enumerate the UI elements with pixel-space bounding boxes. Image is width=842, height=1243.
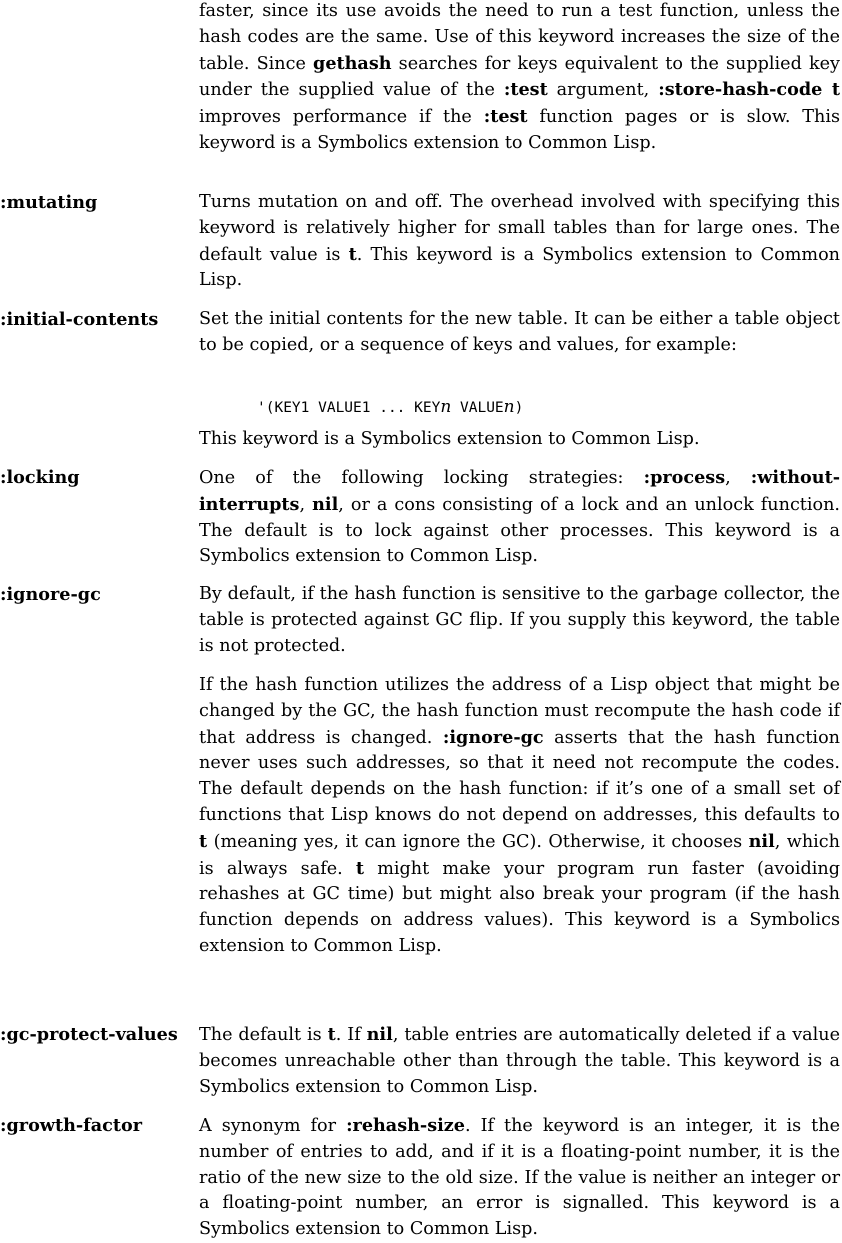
code-prefix: '(KEY1 VALUE1 ... KEY: [257, 400, 441, 416]
bold-term: t: [348, 243, 357, 265]
code-middle: VALUE: [451, 400, 504, 416]
locking-description: [199, 465, 840, 570]
keyword-ignore-gc: :ignore-gc: [0, 584, 101, 605]
keyword-growth-factor: :growth-factor: [0, 1115, 142, 1136]
store-hash-code-description: [199, 0, 840, 157]
growth-factor-description: [199, 1113, 840, 1243]
bold-term: :store-hash-code t: [658, 79, 840, 101]
bold-term: :ignore-gc: [442, 726, 544, 748]
paragraph: Turns mutation on and off. The overhead involved with specifying this keyword is relatively higher for small tables than for large ones. The default value is t. This keyword is a Symbolics extension to Common Lisp.: [199, 192, 841, 291]
paragraph: The default is t. If nil, table entries are automatically deleted if a value becomes unreachable other than through the table. This keyword is a Symbolics extension to Common Lisp.: [199, 1024, 840, 1097]
bold-term: t: [199, 830, 208, 852]
bold-term: :without-interrupts: [199, 467, 840, 515]
bold-term: t: [355, 857, 365, 879]
bold-term: gethash: [313, 52, 392, 74]
ignore-gc-description: [199, 582, 840, 659]
paragraph: If the hash function utilizes the address of a Lisp object that might be changed by the GC, the hash function must recompute the hash code if that address is changed. :ignore-gc asserts that the hash function never uses such addresses, so that it need not recompute the codes. The default depends on the hash function: if it’s one of a small set of functions that Lisp knows do not depend on addresses, this defaults to t (meaning yes, it can ignore the GC). Otherwise, it chooses nil, which is always safe. t might make your program run faster (avoiding rehashes at GC time) but might also break your program (if the hash function depends on address values). This keyword is a Symbolics extension to Common Lisp.: [199, 675, 840, 956]
mutating-description: [199, 190, 840, 294]
keyword-gc-protect-values: :gc-protect-values: [0, 1024, 178, 1045]
initial-contents-note: [199, 427, 840, 453]
bold-term: :test: [503, 79, 548, 101]
bold-term: nil: [312, 493, 339, 515]
bold-term: nil: [748, 830, 775, 852]
paragraph: One of the following locking strategies: :process, :without-interrupts, nil, or a cons consisting of a lock and an unlock function. The default is to lock against other processes. This keyword is a Symbolics extension to Common Lisp.: [199, 467, 841, 567]
bold-term: :test: [483, 106, 528, 128]
bold-term: :process: [643, 467, 726, 488]
keyword-initial-contents: :initial-contents: [0, 309, 159, 330]
code-suffix: ): [514, 400, 524, 416]
code-var: n: [503, 397, 515, 417]
ignore-gc-details: [199, 673, 840, 960]
bold-term: :rehash-size: [346, 1115, 465, 1136]
code-var: n: [440, 397, 452, 417]
code-example: [257, 396, 523, 419]
keyword-mutating: :mutating: [0, 192, 98, 213]
bold-term: t: [327, 1024, 336, 1045]
gc-protect-values-description: [199, 1022, 840, 1100]
initial-contents-description: [199, 307, 840, 359]
paragraph: A synonym for :rehash-size. If the keyword is an integer, it is the number of entries to add, and if it is a floating-point number, it is the ratio of the new size to the old size. If the value is neither an integer or a floating-point number, an error is signalled. This keyword is a Symbolics extension to Common Lisp.: [199, 1115, 840, 1240]
paragraph: Set the initial contents for the new table. It can be either a table object to be copied, or a sequence of keys and values, for example:: [199, 309, 840, 355]
bold-term: nil: [366, 1024, 393, 1045]
keyword-locking: :locking: [0, 467, 80, 488]
paragraph: This keyword is a Symbolics extension to Common Lisp.: [199, 429, 700, 449]
paragraph: faster, since its use avoids the need to run a test function, unless the hash codes are the same. Use of this keyword increases the size of the table. Since gethash searches for keys equivalent to the supplied key under the supplied value of the :test argument, :store-hash-code t improves performance if the :test function pages or is slow. This keyword is a Symbolics extension to Common Lisp.: [199, 1, 840, 153]
paragraph: By default, if the hash function is sensitive to the garbage collector, the table is protected against GC flip. If you supply this keyword, the table is not protected.: [199, 584, 840, 656]
